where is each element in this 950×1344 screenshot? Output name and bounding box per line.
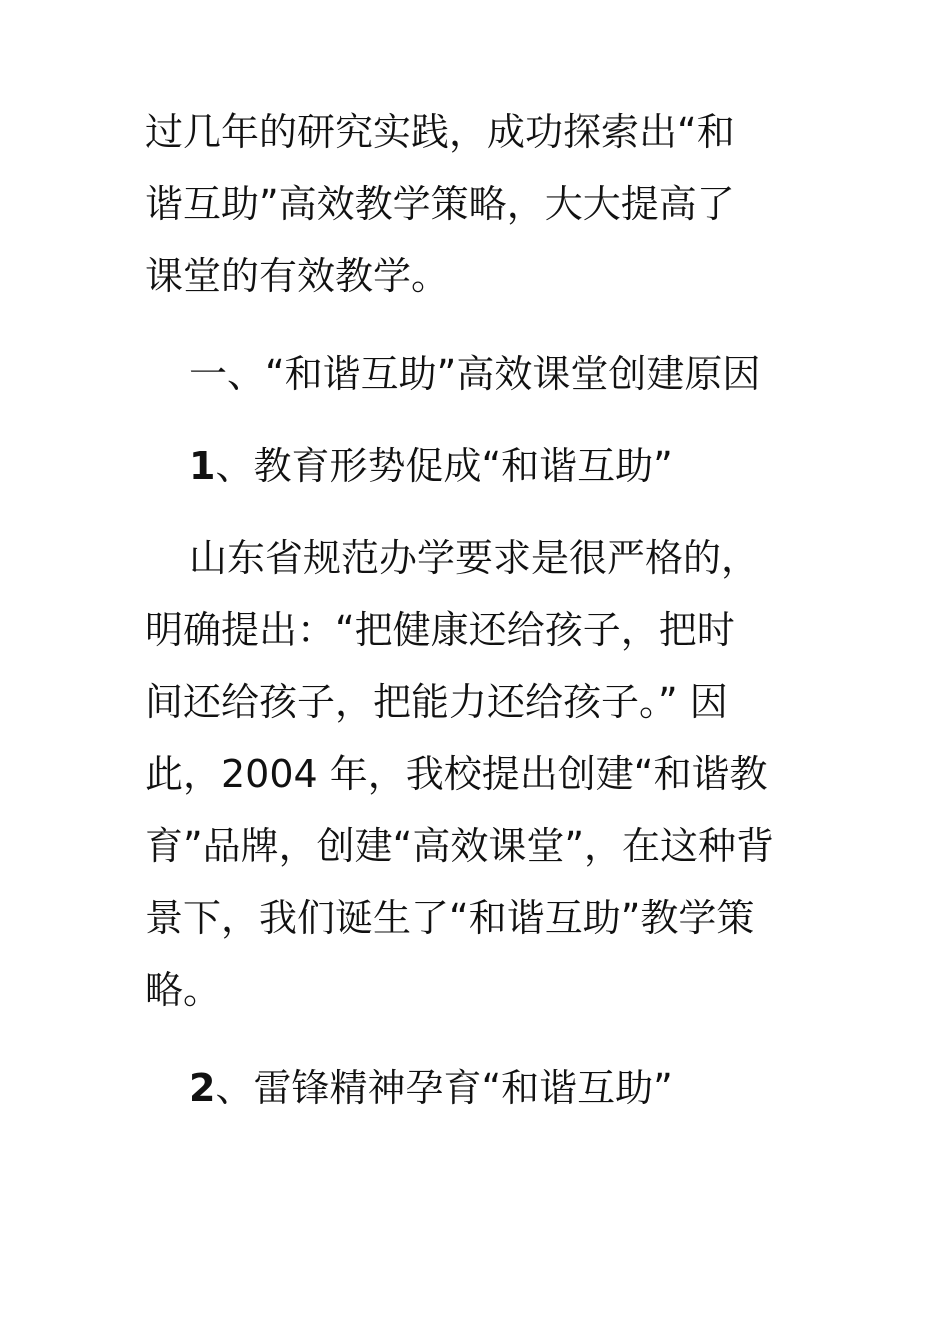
document-body xyxy=(145,96,810,1124)
subheading-1-text: 、教育形势促成“和谐互助” xyxy=(215,444,673,488)
paragraph-1-line-7: 略。 xyxy=(145,968,222,1012)
subheading-1 xyxy=(145,430,810,502)
intro-line-2: 谐互助”高效教学策略，大大提高了 xyxy=(145,182,735,226)
subheading-1-number: 1 xyxy=(189,444,216,488)
paragraph-1-line-2: 明确提出：“把健康还给孩子，把时 xyxy=(145,608,735,652)
paragraph-1-line-4: 此，2004 年，我校提出创建“和谐教 xyxy=(145,752,768,796)
intro-line-1: 过几年的研究实践，成功探索出“和 xyxy=(145,110,735,154)
intro-paragraph xyxy=(145,96,810,312)
intro-line-3: 课堂的有效教学。 xyxy=(145,254,450,298)
subheading-2 xyxy=(145,1052,810,1124)
paragraph-1-line-6: 景下，我们诞生了“和谐互助”教学策 xyxy=(145,896,755,940)
paragraph-1-line-1: 山东省规范办学要求是很严格的， xyxy=(189,536,760,580)
paragraph-1 xyxy=(145,522,810,1026)
section-heading: 一、“和谐互助”高效课堂创建原因 xyxy=(189,352,761,396)
subheading-2-number: 2 xyxy=(189,1066,216,1110)
subheading-2-text: 、雷锋精神孕育“和谐互助” xyxy=(215,1066,673,1110)
paragraph-1-line-5: 育”品牌，创建“高效课堂”，在这种背 xyxy=(145,824,775,868)
paragraph-1-line-3: 间还给孩子，把能力还给孩子。” 因 xyxy=(145,680,728,724)
